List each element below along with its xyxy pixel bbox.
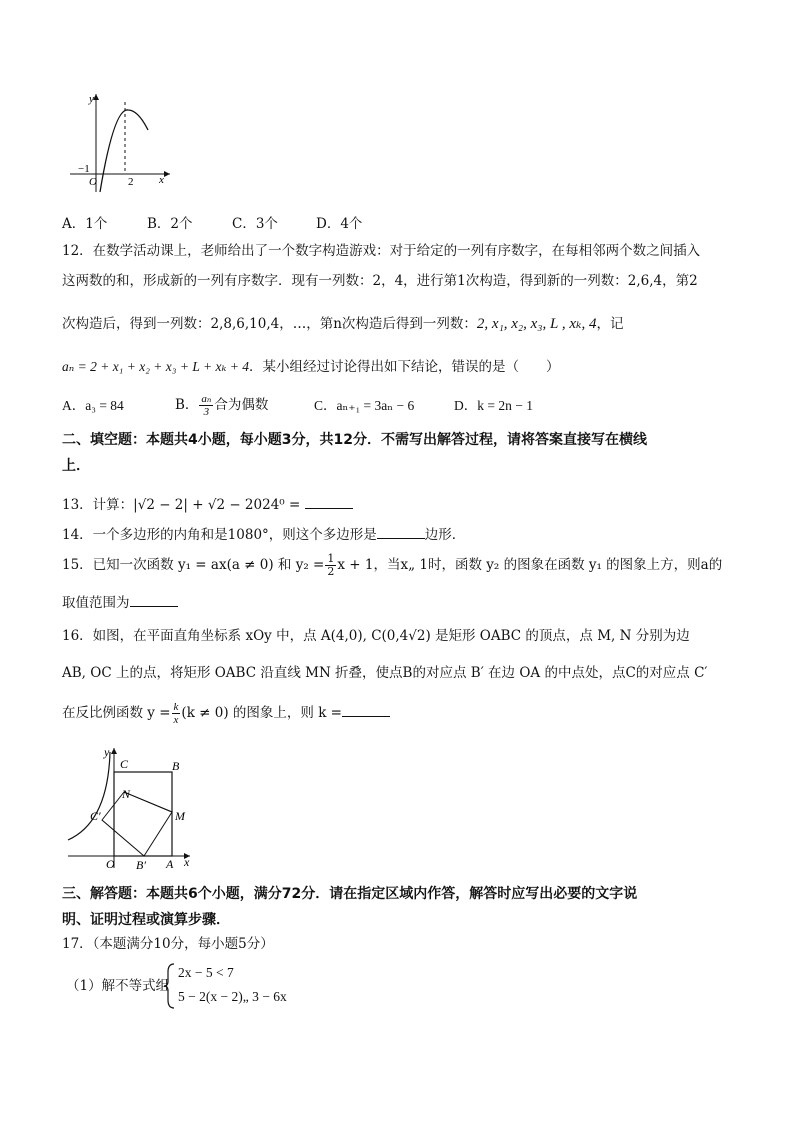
q15-answer-blank [130,592,178,607]
fraction-numerator: 1 [327,552,335,565]
fig-b-prime: B′ [136,858,146,872]
q16-line-3 [62,700,390,726]
fraction-denominator: 2 [327,565,335,578]
q11-option-a: A．1个 [62,216,108,232]
q12-option-b-prefix: B． [175,397,199,413]
q12-option-a: A．a₃ = 84 [62,398,124,413]
fig-n: N [122,787,131,801]
fig-c-prime: C′ [90,809,101,823]
q16-fraction [172,701,181,726]
q13-answer-blank [305,494,353,509]
q12-an-formula: aₙ = 2 + x₁ + x₂ + x₃ + L + xₖ + 4 [62,359,249,374]
graph-y-label: y [89,93,94,105]
q12-option-b-suffix: 合为偶数 [214,397,269,413]
q11-option-d: D．4个 [316,216,363,232]
q16-line-1: 16．如图，在平面直角坐标系 xOy 中，点 A(4,0), C(0,4√2) 是矩形 OABC 的顶点，点 M, N 分别为边 [62,628,690,644]
q15-text-1: 15．已知一次函数 y₁ = ax(a ≠ 0) 和 y₂ = [62,557,325,573]
q12-sequence: 2, x₁, x₂, x₃, L , xₖ, 4 [476,316,597,332]
q16-figure [62,742,202,872]
q12-line-3-tail: ，记 [596,316,624,332]
section-3-heading-line-1: 三、解答题：本题共6个小题，满分72分．请在指定区域内作答，解答时应写出必要的文字说 [62,886,638,902]
q11-function-graph [62,88,182,198]
section-2-heading-line-1: 二、填空题：本题共4小题，每小题3分，共12分．不需写出解答过程，请将答案直接写在横线 [62,432,647,448]
q12-line-1: 12．在数学活动课上，老师给出了一个数字构造游戏：对于给定的一列有序数字，在每相邻两个数之间插入 [62,243,701,259]
q14-answer-blank [377,524,425,539]
fraction-denominator: 3 [203,406,210,418]
q14 [62,524,465,545]
q13 [62,494,353,515]
fraction-numerator: aₙ [201,393,212,405]
section-3-heading-line-2: 明、证明过程或演算步骤． [62,912,230,928]
graph-tick-2: 2 [128,176,134,188]
q15-line-1 [62,552,722,578]
q15-text-2: x + 1，当x„ 1时，函数 y₂ 的图象在函数 y₁ 的图象上方，则a的 [337,557,723,573]
q17-header: 17．（本题满分10分，每小题5分） [62,936,274,952]
q16-text-2: (k ≠ 0) 的图象上，则 k = [181,705,342,721]
q12-option-c: C．aₙ₊₁ = 3aₙ − 6 [314,398,415,413]
q12-line-4-tail: ．某小组经过讨论得出如下结论，错误的是（ ） [248,359,560,375]
fig-y: y [104,745,110,759]
fraction-denominator: x [173,714,179,726]
q14-text: 14．一个多边形的内角和是1080°，则这个多边形是 [62,527,377,543]
graph-tick-neg1: −1 [78,163,90,175]
q16-text-1: 在反比例函数 y = [62,705,171,721]
q12-option-b [175,392,268,418]
q12-line-3 [62,314,623,334]
q17-brace [164,962,176,1010]
q12-option-d: D．k = 2n − 1 [454,398,533,413]
section-2-heading-line-2: 上． [62,458,90,474]
q17-inequality-2: 5 − 2(x − 2)„ 3 − 6x [178,989,287,1004]
q16-answer-blank [342,702,390,717]
q12-line-4 [62,357,559,377]
q11-option-c: C．3个 [232,216,278,232]
graph-origin: O [89,176,97,188]
fig-c: C [120,757,129,771]
q12-option-b-fraction [199,393,213,418]
graph-x-label: x [159,174,164,186]
q17-inequality-1: 2x − 5 < 7 [178,965,234,980]
q12-line-2: 这两数的和，形成新的一列有序数字．现有一列数：2，4，进行第1次构造，得到新的一列数：2,6,4，第2 [62,273,698,289]
q13-expression: 13．计算：|√2 − 2| + √2 − 2024⁰ = [62,497,301,513]
q12-line-3-text: 次构造后，得到一列数：2,8,6,10,4，…，第n次构造后得到一列数： [62,316,477,332]
q11-option-b: B．2个 [147,216,193,232]
q15-text-3: 取值范围为 [62,595,130,611]
fig-o: O [106,857,115,871]
fig-b: B [172,759,180,773]
fraction-numerator: k [173,701,179,713]
fig-m: M [175,809,185,823]
q17-part-1: （1）解不等式组 [66,978,170,994]
fig-a: A [166,857,174,871]
q16-line-2: AB, OC 上的点，将矩形 OABC 沿直线 MN 折叠，使点B的对应点 B′ 在边 OA 的中点处，点C的对应点 C′ [62,665,708,681]
q14-text-after: 边形． [424,527,466,543]
q15-fraction [325,553,336,578]
fig-x: x [184,855,190,869]
q15-line-2 [62,592,178,613]
